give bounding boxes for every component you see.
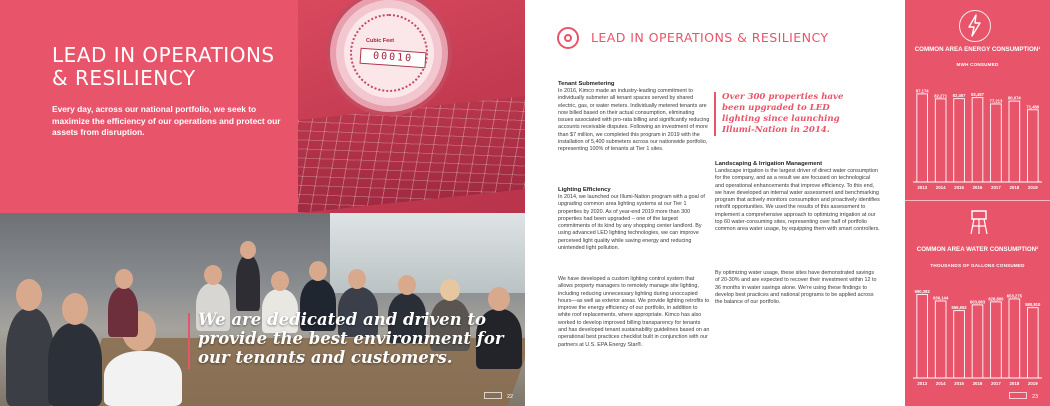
energy-bar-2016	[972, 98, 983, 182]
lighting-efficiency-body-2: We have developed a custom lighting control system that allows property managers to remotely manage site lighting, including reducing unnecessary lighting during unoccupied hours—as well as exterior areas. We provide lighting retrofits to improve the energy efficiency of our portfolio, in addition to white roof replacements, where appropriate. Kimco has also worked to develop improved billing transparency for tenants and has developed tenant sustainability guidelines based on an operational best practices checklist built in conjunction with our partners at U.S. EPA Energy Star®.	[558, 276, 710, 348]
energy-chart-title: COMMON AREA ENERGY CONSUMPTION¹	[914, 46, 1041, 53]
energy-chart-subtitle: MWH CONSUMED	[956, 62, 999, 67]
person-12-head	[488, 287, 510, 311]
energy-year-label-2019: 2019	[1027, 185, 1038, 190]
person-10-head	[398, 275, 416, 295]
energy-value-label-2019: 71,480	[1026, 104, 1040, 110]
energy-value-label-2013: 87,174	[915, 88, 929, 94]
section-title: LEAD IN OPERATIONS & RESILIENCY	[591, 30, 829, 45]
energy-bar-2013	[917, 94, 928, 182]
lighting-efficiency-body-1: In 2014, we launched our Illumi-Nation program with a goal of upgrading common area lighting systems at our Tier 1 properties by 2020. As of year-end 2019 more than 300 properties had been upgraded – one of the largest commitments of its kind by any shopping center landlord. By using advanced LED lighting technologies, we can improve perceived light quality while saving energy and reducing unintended light pollution.	[558, 194, 705, 252]
energy-icon	[959, 10, 991, 42]
person-11-head	[440, 279, 460, 301]
water-value-label-2016: 603,983	[969, 299, 986, 305]
water-bar-2013	[917, 294, 928, 378]
kimco-logo-icon	[1009, 392, 1027, 399]
water-year-label-2018: 2018	[1009, 381, 1020, 386]
person-4	[108, 287, 138, 337]
energy-value-label-2014: 82,271	[934, 93, 948, 99]
person-6	[236, 255, 260, 311]
water-year-label-2016: 2016	[972, 381, 983, 386]
water-bar-2019	[1027, 308, 1038, 378]
landscaping-heading: Landscaping & Irrigation Management	[715, 161, 823, 167]
lighting-efficiency-heading: Lighting Efficiency	[558, 187, 611, 193]
quote-accent-bar	[188, 313, 190, 369]
energy-value-label-2018: 80,074	[1007, 95, 1021, 101]
water-bar-2017	[991, 302, 1002, 378]
water-year-label-2019: 2019	[1027, 381, 1038, 386]
person-1	[6, 308, 54, 406]
energy-year-label-2014: 2014	[935, 185, 946, 190]
energy-value-label-2015: 82,467	[952, 93, 966, 99]
hero-panel	[0, 0, 298, 213]
energy-bar-2017	[991, 104, 1002, 182]
person-2-head	[62, 293, 88, 325]
title-line-2: & RESILIENCY	[52, 66, 196, 90]
tenant-submetering-heading: Tenant Submetering	[558, 81, 615, 87]
pull-quote: Over 300 properties have been upgraded to LED lighting since launching Illumi-Nation in 2014.	[722, 92, 844, 135]
energy-consumption-chart	[905, 80, 1050, 192]
energy-bar-2014	[935, 99, 946, 182]
water-value-label-2013: 690,382	[914, 288, 930, 294]
landscaping-body-2: By optimizing water usage, these sites have demonstrated savings of 20-30% and are expected to recover their investment within 12 to 36 months in water savings alone. We're using these findings to develop best practices and national programs to be applied across the balance of our portfolio.	[715, 270, 877, 306]
person-6-head	[240, 241, 256, 259]
energy-year-label-2018: 2018	[1009, 185, 1020, 190]
person-7-head	[271, 271, 289, 291]
water-year-label-2015: 2015	[954, 381, 964, 386]
energy-year-label-2017: 2017	[991, 185, 1001, 190]
person-2	[48, 323, 102, 406]
pull-quote-bar	[714, 92, 716, 136]
right-page	[525, 0, 1050, 406]
water-meter-photo	[298, 0, 525, 213]
intro-text: Every day, across our national portfolio, we seek to maximize the efficiency of our operations and protect our assets from disruption.	[52, 104, 281, 137]
water-chart-subtitle: THOUSANDS OF GALLONS CONSUMED	[930, 263, 1025, 268]
water-year-label-2013: 2013	[917, 381, 928, 386]
energy-bar-2018	[1009, 101, 1020, 182]
water-value-label-2015: 556,552	[951, 305, 967, 311]
title-line-1: LEAD IN OPERATIONS	[52, 43, 275, 67]
page-title	[52, 44, 292, 90]
tenant-submetering-body: In 2016, Kimco made an industry-leading commitment to individually submeter all tenant spaces served by shared electric, gas, or water meters. Individually metered tenants are now billed based on their actual consumption, eliminating issues associated with pro-rata billing and significantly reducing accounts receivable disputes. Following an investment of more than $7 million, we completed this program in 2019 with the installation of 5,400 submeters across our nationwide portfolio, representing 100% of tenants at Tier 1 sites.	[558, 88, 710, 153]
meter-readout: 00010	[360, 48, 427, 69]
water-consumption-chart	[905, 280, 1050, 388]
energy-year-label-2016: 2016	[972, 185, 983, 190]
energy-year-label-2015: 2015	[954, 185, 964, 190]
person-3	[104, 351, 182, 406]
water-value-label-2014: 636,144	[933, 295, 949, 301]
water-year-label-2017: 2017	[991, 381, 1001, 386]
water-bar-2014	[935, 301, 946, 378]
water-value-label-2017: 628,800	[988, 296, 1004, 302]
energy-value-label-2016: 83,487	[971, 92, 984, 98]
gear-icon-inner	[564, 34, 572, 42]
water-value-label-2019: 580,910	[1025, 302, 1041, 308]
water-tower-icon	[967, 208, 991, 236]
person-5-head	[204, 265, 222, 285]
water-bar-2015	[954, 311, 965, 378]
person-8-head	[309, 261, 327, 281]
water-year-label-2014: 2014	[935, 381, 946, 386]
page-number-right: 23	[1032, 394, 1039, 400]
energy-icon-glyph	[960, 11, 989, 40]
sidebar-divider	[905, 200, 1050, 201]
meter-unit-label: Cubic Feet	[366, 38, 395, 44]
water-bar-2018	[1009, 299, 1020, 378]
metrics-sidebar	[905, 0, 1050, 406]
energy-bar-2019	[1027, 110, 1038, 182]
gear-icon	[557, 27, 579, 49]
person-9-head	[348, 269, 366, 289]
water-chart-title: COMMON AREA WATER CONSUMPTION²	[916, 246, 1039, 253]
energy-year-label-2013: 2013	[917, 185, 928, 190]
energy-bar-2015	[954, 99, 965, 182]
page-number-left: 22	[507, 394, 514, 400]
landscaping-body-1: Landscape irrigation is the largest driver of direct water consumption for the company, and as a result we are focused on technological and operational enhancements that improve efficiency. To this end, we have developed an internal water assessment and benchmarking program that actively monitors consumption and proactively identifies retrofit opportunities. We used the results of this assessment to implement a comprehensive approach to optimizing irrigation at our top 60 water-consuming sites, representing over half of portfolio common area water usage, by equipping them with smart controllers.	[715, 168, 880, 233]
energy-value-label-2017: 77,213	[989, 98, 1003, 104]
water-tower-icon-glyph	[967, 208, 991, 236]
water-value-label-2018: 653,275	[1006, 293, 1022, 299]
water-bar-2016	[972, 305, 983, 378]
person-1-head	[16, 279, 42, 311]
person-4-head	[115, 269, 133, 289]
kimco-logo-icon	[484, 392, 502, 399]
team-quote: We are dedicated and driven to provide the best environment for our tenants and customers.	[198, 310, 504, 367]
